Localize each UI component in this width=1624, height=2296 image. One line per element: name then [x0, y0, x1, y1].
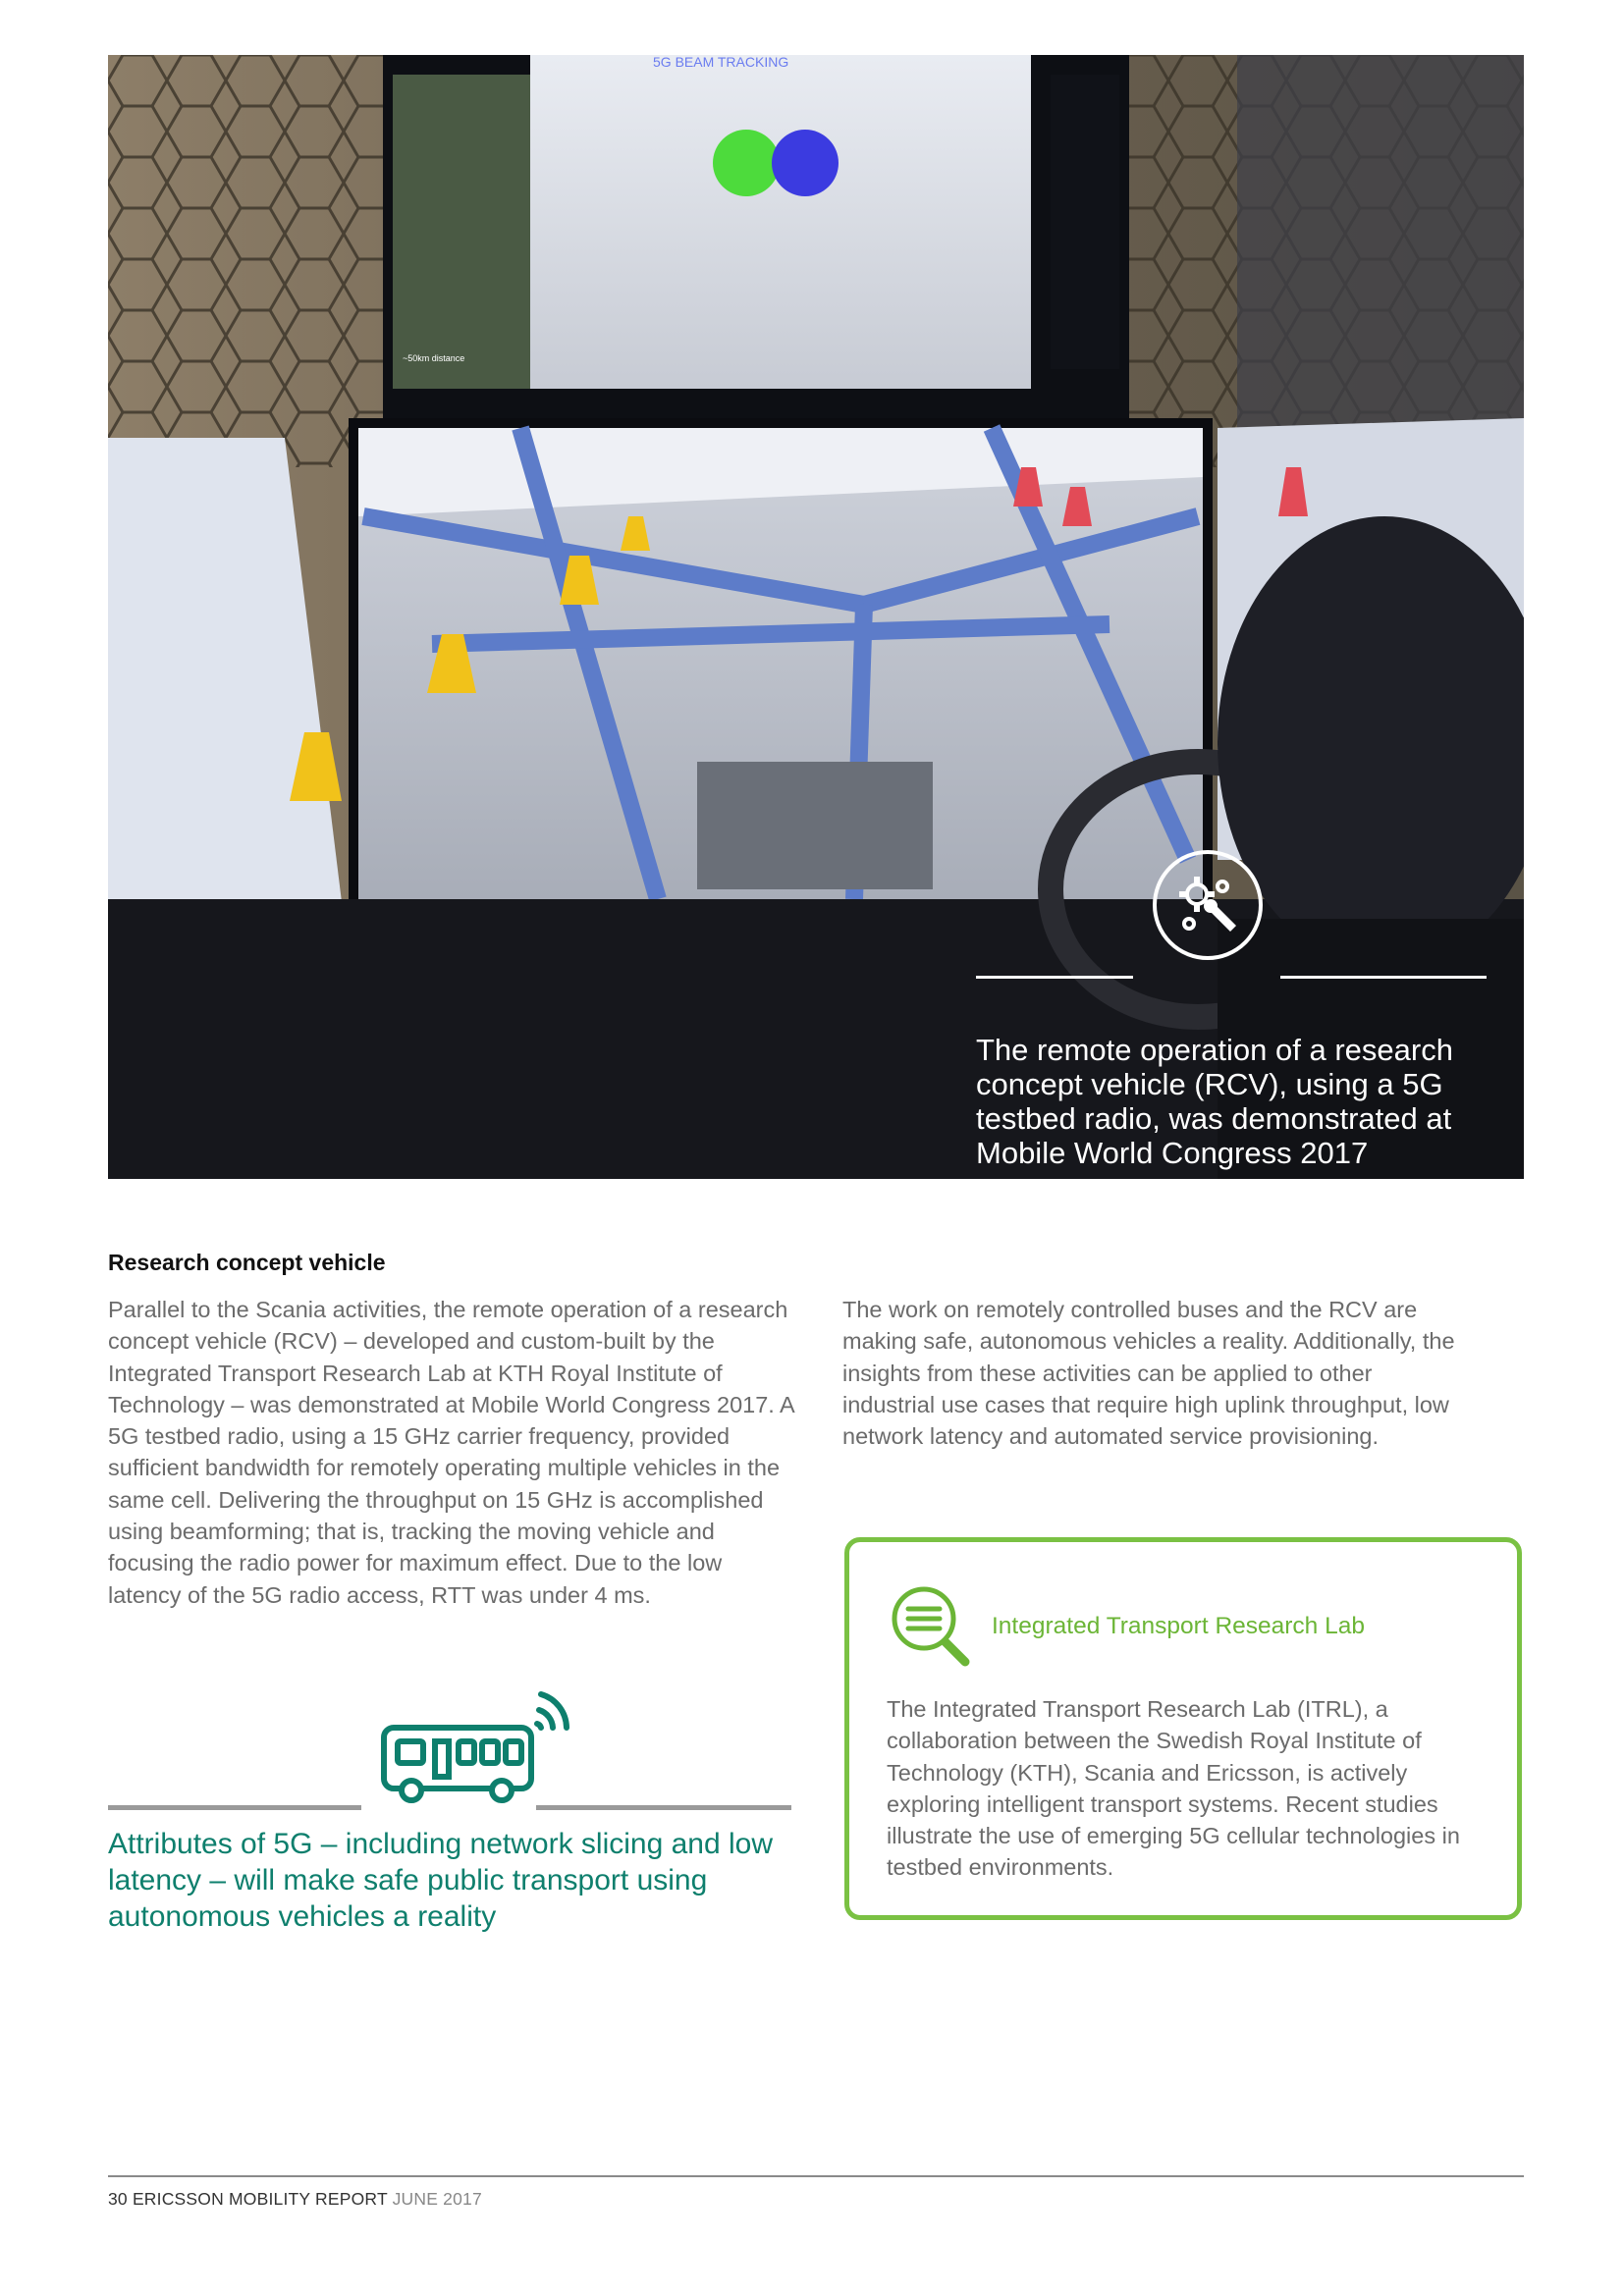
page-number: 30	[108, 2189, 128, 2209]
report-name: ERICSSON MOBILITY REPORT	[132, 2189, 388, 2209]
connected-bus-icon	[364, 1688, 570, 1810]
itrl-title: Integrated Transport Research Lab	[992, 1613, 1365, 1639]
driving-simulator-photo	[108, 55, 1524, 1179]
screen-overlay-text: 5G BEAM TRACKING	[653, 55, 789, 70]
itrl-info-box	[844, 1537, 1522, 1920]
footer-rule	[108, 2175, 1524, 2177]
callout-rule-right	[536, 1805, 791, 1810]
hero-photo	[108, 55, 1524, 1179]
itrl-body: The Integrated Transport Research Lab (ITRL), a collaboration between the Swedish Royal Institute of Technology (KTH), Scania and Ericsson, is actively exploring intelligent transport systems. Recent studies illustrate the use of emerging 5G cellular technologies in testbed environments.	[887, 1696, 1460, 1881]
page-footer	[108, 2189, 482, 2210]
photo-caption: The remote operation of a research concept vehicle (RCV), using a 5G testbed radio, was demonstrated at Mobile World Congress 2017	[976, 1033, 1453, 1170]
section-heading: Research concept vehicle	[108, 1250, 386, 1275]
caption-rule-right	[1280, 976, 1487, 979]
caption-rule-left	[976, 976, 1133, 979]
report-date: JUNE 2017	[392, 2189, 482, 2209]
callout-rule-left	[108, 1805, 361, 1810]
left-paragraph: Parallel to the Scania activities, the remote operation of a research concept vehicle (RCV) – developed and custom-built by the Integrated Transport Research Lab at KTH Royal Institute of Technology – was demonstrated at Mobile World Congress 2017. A 5G testbed radio, using a 15 GHz carrier frequency, provided sufficient bandwidth for remotely operating multiple vehicles in the same cell. Delivering the throughput on 15 GHz is accomplished using beamforming; that is, tracking the moving vehicle and focusing the radio power for maximum effect. Due to the low latency of the 5G radio access, RTT was under 4 ms.	[108, 1297, 794, 1608]
right-paragraph: The work on remotely controlled buses and the RCV are making safe, autonomous vehicles a reality. Additionally, the insights from these activities can be applied to other industrial use cases that require high uplink throughput, low network latency and automated service provisioning.	[842, 1297, 1455, 1450]
gears-wrench-icon	[1153, 850, 1263, 960]
map-label: ~50km distance	[403, 353, 465, 363]
document-search-icon	[887, 1581, 977, 1672]
callout-quote: Attributes of 5G – including network slicing and low latency – will make safe public transport using autonomous vehicles a reality	[108, 1828, 774, 1933]
